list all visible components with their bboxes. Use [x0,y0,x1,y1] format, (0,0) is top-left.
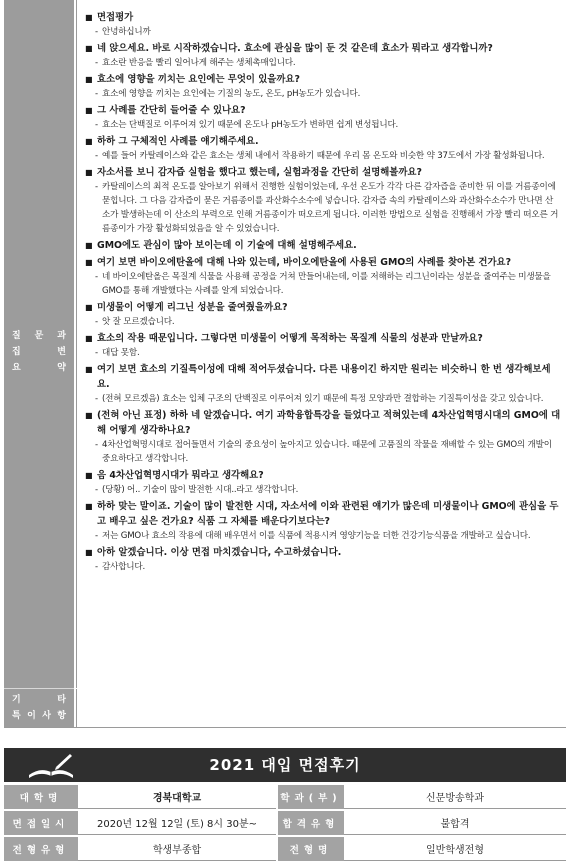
qa-list [85,10,561,576]
answer-text: 효소는 단백질로 이루어져 있기 때문에 온도나 pH농도가 변하면 쉽게 변성됩니다. [102,120,399,130]
answer-text: 효소란 반응을 빨리 일어나게 해주는 생체촉매입니다. [102,58,296,68]
question [85,255,561,270]
result-value: 불합격 [344,811,566,835]
department-value: 신문방송학과 [344,785,566,809]
answer [85,529,561,543]
answer [85,118,561,132]
label-char: 기 [12,695,21,705]
admission-type-label: 전형유형 [4,837,78,861]
answer [85,560,561,574]
square-bullet-icon: ■ [85,411,93,420]
dash-bullet: - [95,272,99,282]
dash-bullet: - [95,58,99,68]
answer-text: 감사합니다. [102,562,146,572]
dash-bullet: - [95,317,99,327]
answer [85,56,561,70]
university-label: 대학명 [4,785,78,809]
qa-summary-label-cell [4,0,74,689]
answer [85,149,561,163]
university-value: 경북대학교 [78,785,276,809]
answer [85,180,561,236]
dash-bullet: - [95,120,99,130]
answer-text: 앗 잘 모르겠습니다. [102,317,175,327]
label-char: 특 [12,711,21,721]
answer-text: 안녕하십니까 [102,27,151,37]
answer [85,315,561,329]
square-bullet-icon: ■ [85,334,93,343]
qa-summary-section [4,0,566,728]
admission-name-label: 전형명 [278,837,344,861]
dash-bullet: - [95,562,99,572]
square-bullet-icon: ■ [85,75,93,84]
dash-bullet: - [95,531,99,541]
dash-bullet: - [95,394,99,404]
square-bullet-icon: ■ [85,502,93,511]
dash-bullet: - [95,89,99,99]
question [85,41,561,56]
qa-item [85,300,561,329]
question-text: 면접평가 [97,12,134,23]
qa-item [85,362,561,406]
question [85,499,561,529]
qa-summary-label [4,328,74,376]
answer-text: 효소에 영향을 끼치는 요인에는 기질의 농도, 온도, pH농도가 있습니다. [102,89,361,99]
dash-bullet: - [95,27,99,37]
admission-type-value: 학생부종합 [78,837,276,861]
question-text: 여기 보면 바이오에탄올에 대해 나와 있는데, 바이오에탄올에 사용된 GMO의 사례를 찾아본 건가요? [97,257,512,268]
review-header-banner [4,748,566,782]
square-bullet-icon: ■ [85,106,93,115]
question [85,300,561,315]
qa-item [85,165,561,236]
square-bullet-icon: ■ [85,44,93,53]
interview-info-table [4,785,566,863]
question-text: 하하 맞는 말이죠. 기술이 많이 발전한 시대, 자소서에 이와 관련된 얘기가 많은데 미생물이나 GMO에 관심을 두고 배우고 싶은 건가요? 식품 그 자체를 배운다기보다는? [97,501,559,527]
answer [85,25,561,39]
dash-bullet: - [95,440,99,450]
question-text: 효소에 영향을 끼치는 요인에는 무엇이 있을까요? [97,74,300,85]
square-bullet-icon: ■ [85,548,93,557]
qa-item [85,499,561,543]
answer-text: (당황) 어.. 기술이 많이 발전한 시대..라고 생각합니다. [102,485,299,495]
qa-item [85,103,561,132]
label-char: 질 [12,331,21,341]
square-bullet-icon: ■ [85,241,93,250]
answer-text: 4차산업혁명시대로 접어들면서 기술의 중요성이 높아지고 있습니다. 때문에 고품질의 작물을 재배할 수 있는 GMO의 개발이 중요하다고 생각합니다. [102,440,552,464]
answer [85,270,561,298]
label-char: 타 [57,695,66,705]
answer-text: (전혀 모르겠음) 효소는 입체 구조의 단백질로 이루어져 있기 때문에 특정 모양과만 결합하는 기질특이성을 갖고 있습니다. [102,394,544,404]
department-label: 학과(부) [278,785,344,809]
question-text: GMO에도 관심이 많아 보이는데 이 기술에 대해 설명해주세요. [97,240,357,251]
info-row [4,785,566,809]
qa-item [85,331,561,360]
info-row [4,837,566,861]
question-text: 음 4차산업혁명시대가 뭐라고 생각해요? [97,470,264,481]
question-text: 여기 보면 효소의 기질특이성에 대해 적어두셨습니다. 다른 내용이긴 하지만 원리는 비슷하니 한 번 생각해보세요. [97,364,551,390]
square-bullet-icon: ■ [85,471,93,480]
answer-text: 네 바이오에탄올은 목질계 식물을 사용해 공정을 거쳐 만들어내는데, 이를 저해하는 리그닌이라는 성분을 줄여주는 미생물을 GMO를 통해 개발했다는 사례를 알게 되었습니다. [102,272,551,296]
question-text: 네 앉으세요. 바로 시작하겠습니다. 효소에 관심을 많이 둔 것 같은데 효소가 뭐라고 생각합니까? [97,43,493,54]
dash-bullet: - [95,485,99,495]
question-text: 하하 그 구체적인 사례를 얘기해주세요. [97,136,259,147]
label-char: 항 [57,711,66,721]
square-bullet-icon: ■ [85,303,93,312]
result-label: 합격유형 [278,811,344,835]
page-title: 2021 대입 면접후기 [209,756,361,774]
square-bullet-icon: ■ [85,137,93,146]
label-char: 문 [34,331,44,341]
question [85,362,561,392]
question [85,103,561,118]
qa-item [85,468,561,497]
square-bullet-icon: ■ [85,13,93,22]
square-bullet-icon: ■ [85,365,93,374]
answer-text: 예를 들어 카탈레이스와 같은 효소는 생체 내에서 작용하기 때문에 우리 몸 온도와 비슷한 약 37도에서 가장 활성화됩니다. [102,151,545,161]
interview-date-label: 면접일시 [4,811,78,835]
interview-date-value: 2020년 12월 12일 (토) 8시 30분~ [78,811,276,835]
question [85,165,561,180]
answer [85,87,561,101]
dash-bullet: - [95,182,99,192]
qa-item [85,545,561,574]
dash-bullet: - [95,348,99,358]
question [85,72,561,87]
answer-text: 카탈레이스의 최적 온도를 알아보기 위해서 진행한 실험이었는데, 우선 온도가 각각 다른 감자즙을 준비한 뒤 이를 거름종이에 묻힙니다. 그 다음 감자즙이 묻은 거름종이를 과산화수소수에 넣습니다. 감자즙 속의 카탈레이스와 과산화수소수가 만나면 산소가 발생하는데 이 산소의 부력으로 인해 거름종이가 떠오르게 됩니다. 이러한 방법으로 실험을 진행해서 가장 빨리 떠오른 거름종이가 가장 활성화되었음을 알 수 있었습니다. [102,182,559,234]
question-text: 아하 알겠습니다. 이상 면접 마치겠습니다, 수고하셨습니다. [97,547,342,558]
answer [85,346,561,360]
question-text: 자소서를 보니 감자즙 실험을 했다고 했는데, 실험과정을 간단히 설명해볼까요? [97,167,422,178]
remarks-label-cell [4,689,74,727]
qa-item [85,134,561,163]
question-text: 미생물이 어떻게 리그닌 성분을 줄여줬을까요? [97,302,288,313]
question-text: 그 사례를 간단히 들어줄 수 있나요? [97,105,246,116]
qa-item [85,408,561,466]
label-char: 약 [57,363,66,373]
question [85,331,561,346]
question-text: 효소의 작용 때문입니다. 그렇다면 미생물이 어떻게 목적하는 목질계 식물의 성분과 만날까요? [97,333,483,344]
answer [85,483,561,497]
square-bullet-icon: ■ [85,258,93,267]
question [85,468,561,483]
remarks-content-cell [76,689,567,727]
label-char: 변 [57,347,66,357]
question [85,10,561,25]
qa-item [85,238,561,253]
question [85,408,561,438]
question [85,134,561,149]
answer-text: 저는 GMO나 효소의 작용에 대해 배우면서 이를 식품에 적용시켜 영양기능을 더한 건강기능식품을 개발하고 싶습니다. [102,531,531,541]
qa-content-cell [76,0,567,688]
label-char: 과 [57,331,66,341]
answer [85,438,561,466]
admission-name-value: 일반학생전형 [344,837,566,861]
dash-bullet: - [95,151,99,161]
answer-text: 대답 못함. [102,348,140,358]
info-row [4,811,566,835]
qa-item [85,10,561,39]
qa-item [85,72,561,101]
label-char: 사 [42,711,51,721]
question-text: (전혀 아닌 표정) 하하 네 알겠습니다. 여기 과학융합특강을 들었다고 적혀있는데 4차산업혁명시대의 GMO에 대해 어떻게 생각하나요? [97,410,561,436]
label-char: 요 [12,363,21,373]
label-char: 이 [27,711,36,721]
answer [85,392,561,406]
question [85,238,561,253]
label-char: 집 [12,347,21,357]
question [85,545,561,560]
square-bullet-icon: ■ [85,168,93,177]
qa-item [85,255,561,298]
qa-item [85,41,561,70]
